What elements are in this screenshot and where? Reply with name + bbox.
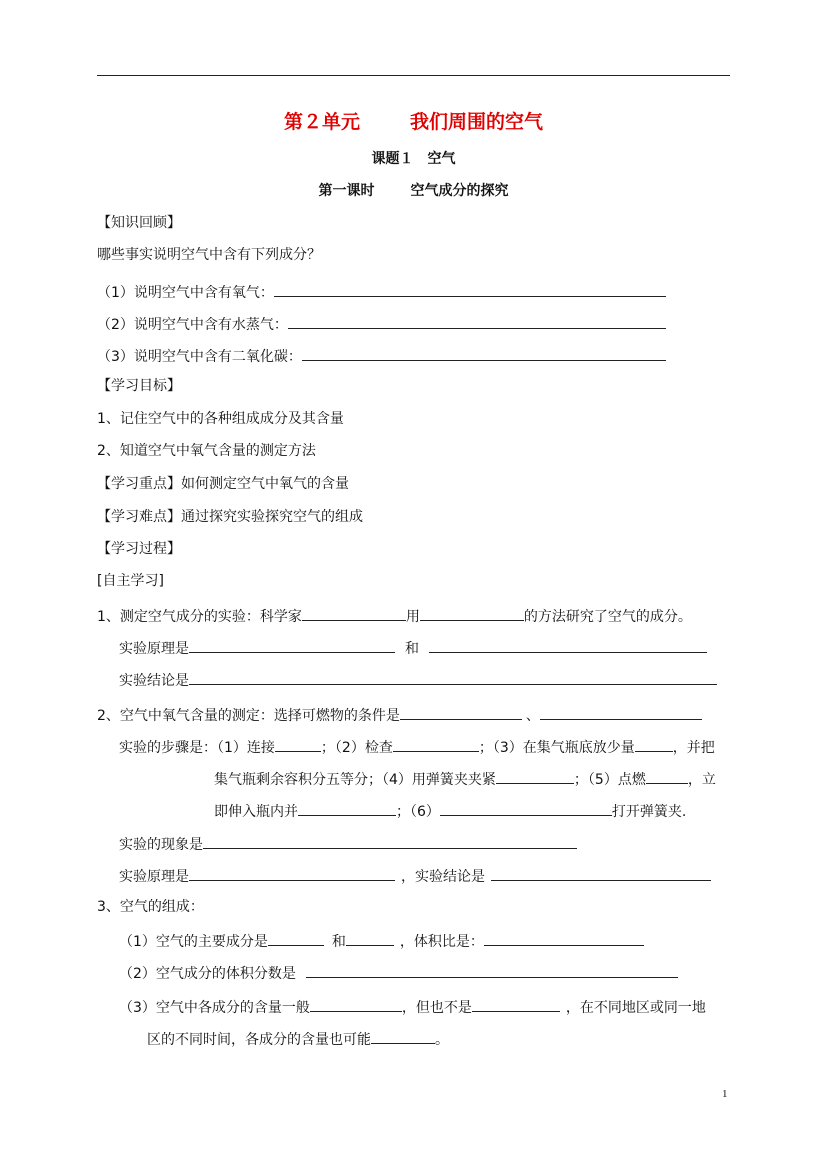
- answer-blank[interactable]: [346, 930, 394, 946]
- answer-blank[interactable]: [302, 345, 666, 361]
- answer-blank[interactable]: [393, 736, 479, 752]
- answer-blank[interactable]: [298, 800, 396, 816]
- answer-blank[interactable]: [371, 1028, 435, 1044]
- q3-item-3-cont: 区的不同时间，各成分的含量也可能 。: [147, 1028, 449, 1049]
- review-item-1: （1）说明空气中含有氧气：: [97, 281, 666, 302]
- review-item-2: （2）说明空气中含有水蒸气：: [97, 313, 666, 334]
- answer-blank[interactable]: [275, 736, 321, 752]
- q2-principle: 实验原理是 ，实验结论是: [119, 865, 711, 886]
- answer-blank[interactable]: [496, 768, 574, 784]
- answer-blank[interactable]: [189, 637, 395, 653]
- self-study-heading: [自主学习]: [97, 573, 164, 589]
- q1-principle: 实验原理是 和: [119, 637, 707, 658]
- q3-item-1: （1）空气的主要成分是 和 ，体积比是：: [119, 930, 644, 951]
- answer-blank[interactable]: [400, 704, 522, 720]
- q2-phenomenon: 实验的现象是: [119, 833, 577, 854]
- goals-heading: 【学习目标】: [97, 378, 181, 394]
- process-heading: 【学习过程】: [97, 541, 181, 557]
- q3-heading: 3、空气的组成：: [97, 899, 204, 915]
- answer-blank[interactable]: [189, 865, 395, 881]
- answer-blank[interactable]: [268, 930, 324, 946]
- answer-blank[interactable]: [288, 313, 666, 329]
- difficulty: 【学习难点】通过探究实验探究空气的组成: [97, 509, 363, 525]
- q2-steps-1: 实验的步骤是：（1）连接 ；（2）检查 ；（3）在集气瓶底放少量 ，并把: [119, 736, 715, 757]
- review-item-3: （3）说明空气中含有二氧化碳：: [97, 345, 666, 366]
- header-rule: [97, 75, 730, 76]
- q1-line: 1、测定空气成分的实验：科学家 用 的方法研究了空气的成分。: [97, 605, 692, 626]
- q3-item-2: （2）空气成分的体积分数是: [119, 962, 678, 983]
- review-heading: 【知识回顾】: [97, 215, 181, 231]
- answer-blank[interactable]: [274, 281, 666, 297]
- lesson-title: 课题１ 空气: [371, 151, 456, 167]
- answer-blank[interactable]: [302, 605, 406, 621]
- q2-steps-2: 集气瓶剩余容积分五等分；（4）用弹簧夹夹紧 ；（5）点燃 ，立: [214, 768, 716, 789]
- answer-blank[interactable]: [310, 996, 402, 1012]
- goal-1: 1、记住空气中的各种组成成分及其含量: [97, 411, 344, 427]
- q2-steps-3: 即伸入瓶内并 ；（6） 打开弹簧夹.: [214, 800, 686, 821]
- q1-conclusion: 实验结论是: [119, 669, 717, 690]
- answer-blank[interactable]: [491, 865, 711, 881]
- goal-2: 2、知道空气中氧气含量的测定方法: [97, 443, 316, 459]
- answer-blank[interactable]: [420, 605, 524, 621]
- q3-item-3: （3）空气中各成分的含量一般 ，但也不是 ，在不同地区或同一地: [119, 996, 706, 1017]
- q2-line: 2、空气中氧气含量的测定：选择可燃物的条件是 、: [97, 704, 702, 725]
- answer-blank[interactable]: [635, 736, 673, 752]
- review-question: 哪些事实说明空气中含有下列成分？: [97, 247, 321, 263]
- answer-blank[interactable]: [189, 669, 717, 685]
- answer-blank[interactable]: [440, 800, 612, 816]
- period-title: 第一课时 空气成分的探究: [318, 183, 509, 199]
- page-number: 1: [722, 1088, 728, 1100]
- answer-blank[interactable]: [203, 833, 577, 849]
- key-point: 【学习重点】如何测定空气中氧气的含量: [97, 476, 349, 492]
- answer-blank[interactable]: [646, 768, 688, 784]
- page-title: 第２单元 我们周围的空气: [283, 111, 544, 133]
- answer-blank[interactable]: [306, 962, 678, 978]
- answer-blank[interactable]: [540, 704, 702, 720]
- answer-blank[interactable]: [484, 930, 644, 946]
- answer-blank[interactable]: [472, 996, 560, 1012]
- answer-blank[interactable]: [429, 637, 707, 653]
